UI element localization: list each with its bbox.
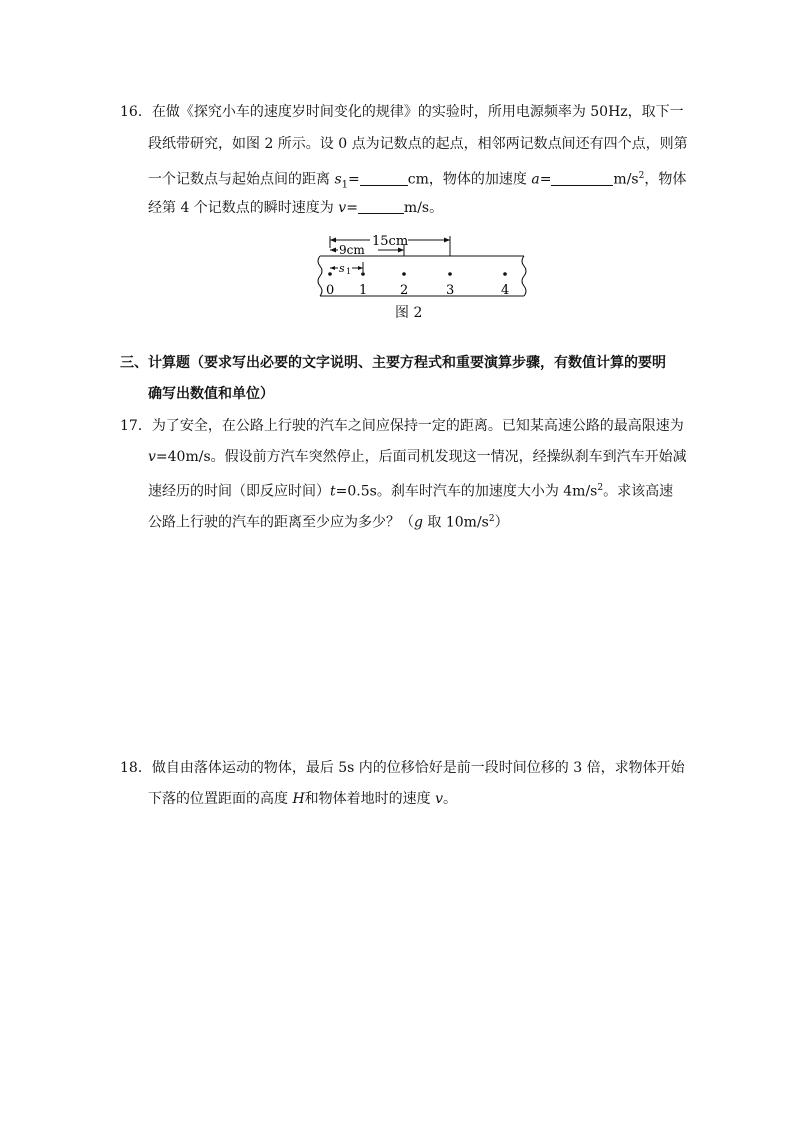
point-label-3: 3 bbox=[446, 283, 455, 298]
point-label-2: 2 bbox=[400, 283, 409, 298]
label-9cm: 9cm bbox=[339, 243, 365, 257]
q16-line-4: 经第 4 个记数点的瞬时速度为 v= m/s。 bbox=[148, 200, 444, 216]
tape-dot-0 bbox=[328, 272, 332, 276]
tape-dot-3 bbox=[448, 272, 452, 276]
point-label-0: 0 bbox=[326, 283, 335, 298]
q16-line-2: 段纸带研究，如图 2 所示。设 0 点为记数点的起点，相邻两记数点间还有四个点，则第 bbox=[148, 136, 688, 152]
q16-line-1: 16．在做《探究小车的速度岁时间变化的规律》的实验时，所用电源频率为 50Hz，取下一 bbox=[120, 104, 684, 120]
tape-right-tear bbox=[522, 256, 526, 296]
q17-line-2: v=40m/s。假设前方汽车突然停止，后面司机发现这一情况，经操纵刹车到汽车开始减 bbox=[148, 449, 687, 465]
q17-line-1: 17．为了安全，在公路上行驶的汽车之间应保持一定的距离。已知某高速公路的最高限速为 bbox=[120, 418, 684, 434]
arrowhead bbox=[330, 238, 336, 243]
tape-dot-1 bbox=[361, 272, 365, 276]
q17-line-3: 速经历的时间（即反应时间）t=0.5s。刹车时汽车的加速度大小为 $4m/s^2$。求该高速 bbox=[148, 483, 674, 500]
point-label-1: 1 bbox=[359, 283, 368, 298]
figure-caption: 图 2 bbox=[395, 305, 423, 321]
section3-heading-line-2: 确写出数值和单位） bbox=[148, 386, 274, 402]
q18-line-2: 下落的位置距面的高度 H和物体着地时的速度 v。 bbox=[148, 791, 458, 807]
arrowhead bbox=[444, 238, 450, 243]
section3-heading-line-1: 三、计算题（要求写出必要的文字说明、主要方程式和重要演算步骤，有数值计算的要明 bbox=[120, 355, 666, 371]
label-s: s bbox=[339, 262, 345, 275]
q17-line-4: 公路上行驶的汽车的距离至少应为多少？（g 取 $10m/s^2$） bbox=[148, 514, 509, 531]
tape-dot-2 bbox=[402, 272, 406, 276]
point-label-4: 4 bbox=[501, 283, 510, 298]
label-15cm: 15cm bbox=[372, 234, 409, 249]
arrowhead bbox=[330, 248, 336, 253]
velocity-answer-blank bbox=[358, 199, 404, 214]
label-s-sub: 1 bbox=[346, 267, 352, 276]
s1-answer-blank bbox=[360, 171, 408, 186]
q16-line-3: 一个记数点与起始点间的距离 $s_1=$ cm，物体的加速度 $a= m/s^2$，物体 bbox=[148, 171, 687, 191]
tape-left-tear bbox=[318, 256, 322, 296]
arrowhead bbox=[358, 266, 363, 270]
q18-line-1: 18．做自由落体运动的物体，最后 5s 内的位移恰好是前一段时间位移的 3 倍，求物体开始 bbox=[120, 760, 685, 776]
acceleration-answer-blank bbox=[551, 171, 613, 186]
tape-dot-4 bbox=[503, 272, 507, 276]
arrowhead bbox=[330, 266, 335, 270]
